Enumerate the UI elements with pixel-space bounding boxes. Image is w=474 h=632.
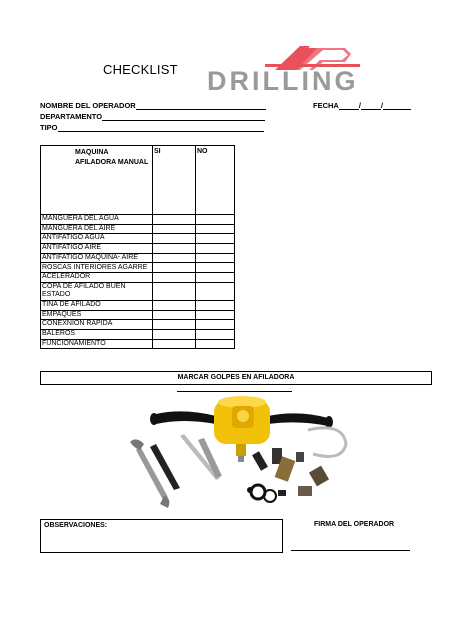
date-field: FECHA / / — [313, 101, 411, 110]
operator-label: NOMBRE DEL OPERADOR — [40, 101, 136, 110]
table-row — [41, 215, 235, 225]
row-label: CONEXNION RAPIDA — [41, 320, 153, 330]
no-cell[interactable] — [196, 215, 235, 225]
row-label: ANTIFATIGO AIRE — [41, 244, 153, 254]
table-row — [41, 339, 235, 349]
row-label: ANTIFATIGO AGUA — [41, 234, 153, 244]
table-row — [41, 310, 235, 320]
observaciones-label: OBSERVACIONES: — [44, 522, 108, 529]
firma-signature-line[interactable] — [291, 550, 410, 551]
drilling-logo — [205, 40, 410, 100]
row-label: COPA DE AFILADO BUEN ESTADO — [41, 282, 153, 300]
no-cell[interactable] — [196, 263, 235, 273]
type-field — [40, 123, 264, 132]
row-label: TINA DE AFILADO — [41, 300, 153, 310]
no-cell[interactable] — [196, 282, 235, 300]
grinder-kit-image — [128, 392, 353, 514]
no-cell[interactable] — [196, 300, 235, 310]
firma-label: FIRMA DEL OPERADOR — [314, 521, 395, 528]
table-row — [41, 273, 235, 283]
logo-wordmark: DRILLING — [207, 66, 359, 96]
row-label: BALEROS — [41, 329, 153, 339]
si-cell[interactable] — [153, 234, 196, 244]
type-input-line[interactable] — [58, 123, 264, 132]
header-si: SI — [153, 146, 196, 215]
operator-input-line[interactable] — [136, 101, 266, 110]
page-title: CHECKLIST — [103, 62, 178, 77]
row-label: MANGUERA DEL AIRE — [41, 224, 153, 234]
table-row — [41, 263, 235, 273]
date-year-line[interactable] — [383, 101, 411, 110]
date-label: FECHA — [313, 101, 339, 110]
table-row — [41, 224, 235, 234]
si-cell[interactable] — [153, 263, 196, 273]
table-row — [41, 234, 235, 244]
no-cell[interactable] — [196, 244, 235, 254]
row-label: MANGUERA DEL AGUA — [41, 215, 153, 225]
golpes-box: MARCAR GOLPES EN AFILADORA — [40, 371, 432, 385]
date-month-line[interactable] — [361, 101, 381, 110]
table-row — [41, 244, 235, 254]
observaciones-box[interactable] — [40, 519, 283, 553]
si-cell[interactable] — [153, 244, 196, 254]
department-field — [40, 112, 265, 121]
header-no: NO — [196, 146, 235, 215]
row-label: ANTIFATIGO MAQUINA- AIRE — [41, 253, 153, 263]
si-cell[interactable] — [153, 329, 196, 339]
si-cell[interactable] — [153, 320, 196, 330]
department-input-line[interactable] — [102, 112, 265, 121]
checklist-table — [40, 145, 235, 349]
department-label: DEPARTAMENTO — [40, 112, 103, 121]
si-cell[interactable] — [153, 215, 196, 225]
row-label: ROSCAS INTERIORES AGARRE — [41, 263, 153, 273]
table-row — [41, 320, 235, 330]
si-cell[interactable] — [153, 224, 196, 234]
si-cell[interactable] — [153, 339, 196, 349]
no-cell[interactable] — [196, 253, 235, 263]
si-cell[interactable] — [153, 310, 196, 320]
no-cell[interactable] — [196, 320, 235, 330]
si-cell[interactable] — [153, 253, 196, 263]
no-cell[interactable] — [196, 273, 235, 283]
no-cell[interactable] — [196, 329, 235, 339]
no-cell[interactable] — [196, 224, 235, 234]
si-cell[interactable] — [153, 300, 196, 310]
table-row — [41, 300, 235, 310]
si-cell[interactable] — [153, 282, 196, 300]
row-label: FUNCIONAMIENTO — [41, 339, 153, 349]
no-cell[interactable] — [196, 339, 235, 349]
row-label: ACELERADOR — [41, 273, 153, 283]
no-cell[interactable] — [196, 310, 235, 320]
table-row — [41, 253, 235, 263]
si-cell[interactable] — [153, 273, 196, 283]
operator-field — [40, 101, 266, 110]
type-label: TIPO — [40, 123, 58, 132]
date-day-line[interactable] — [339, 101, 359, 110]
row-label: EMPAQUES — [41, 310, 153, 320]
header-item: MAQUINA AFILADORA MANUAL — [41, 146, 153, 215]
table-row — [41, 282, 235, 300]
table-header-row — [41, 146, 235, 215]
table-row — [41, 329, 235, 339]
no-cell[interactable] — [196, 234, 235, 244]
